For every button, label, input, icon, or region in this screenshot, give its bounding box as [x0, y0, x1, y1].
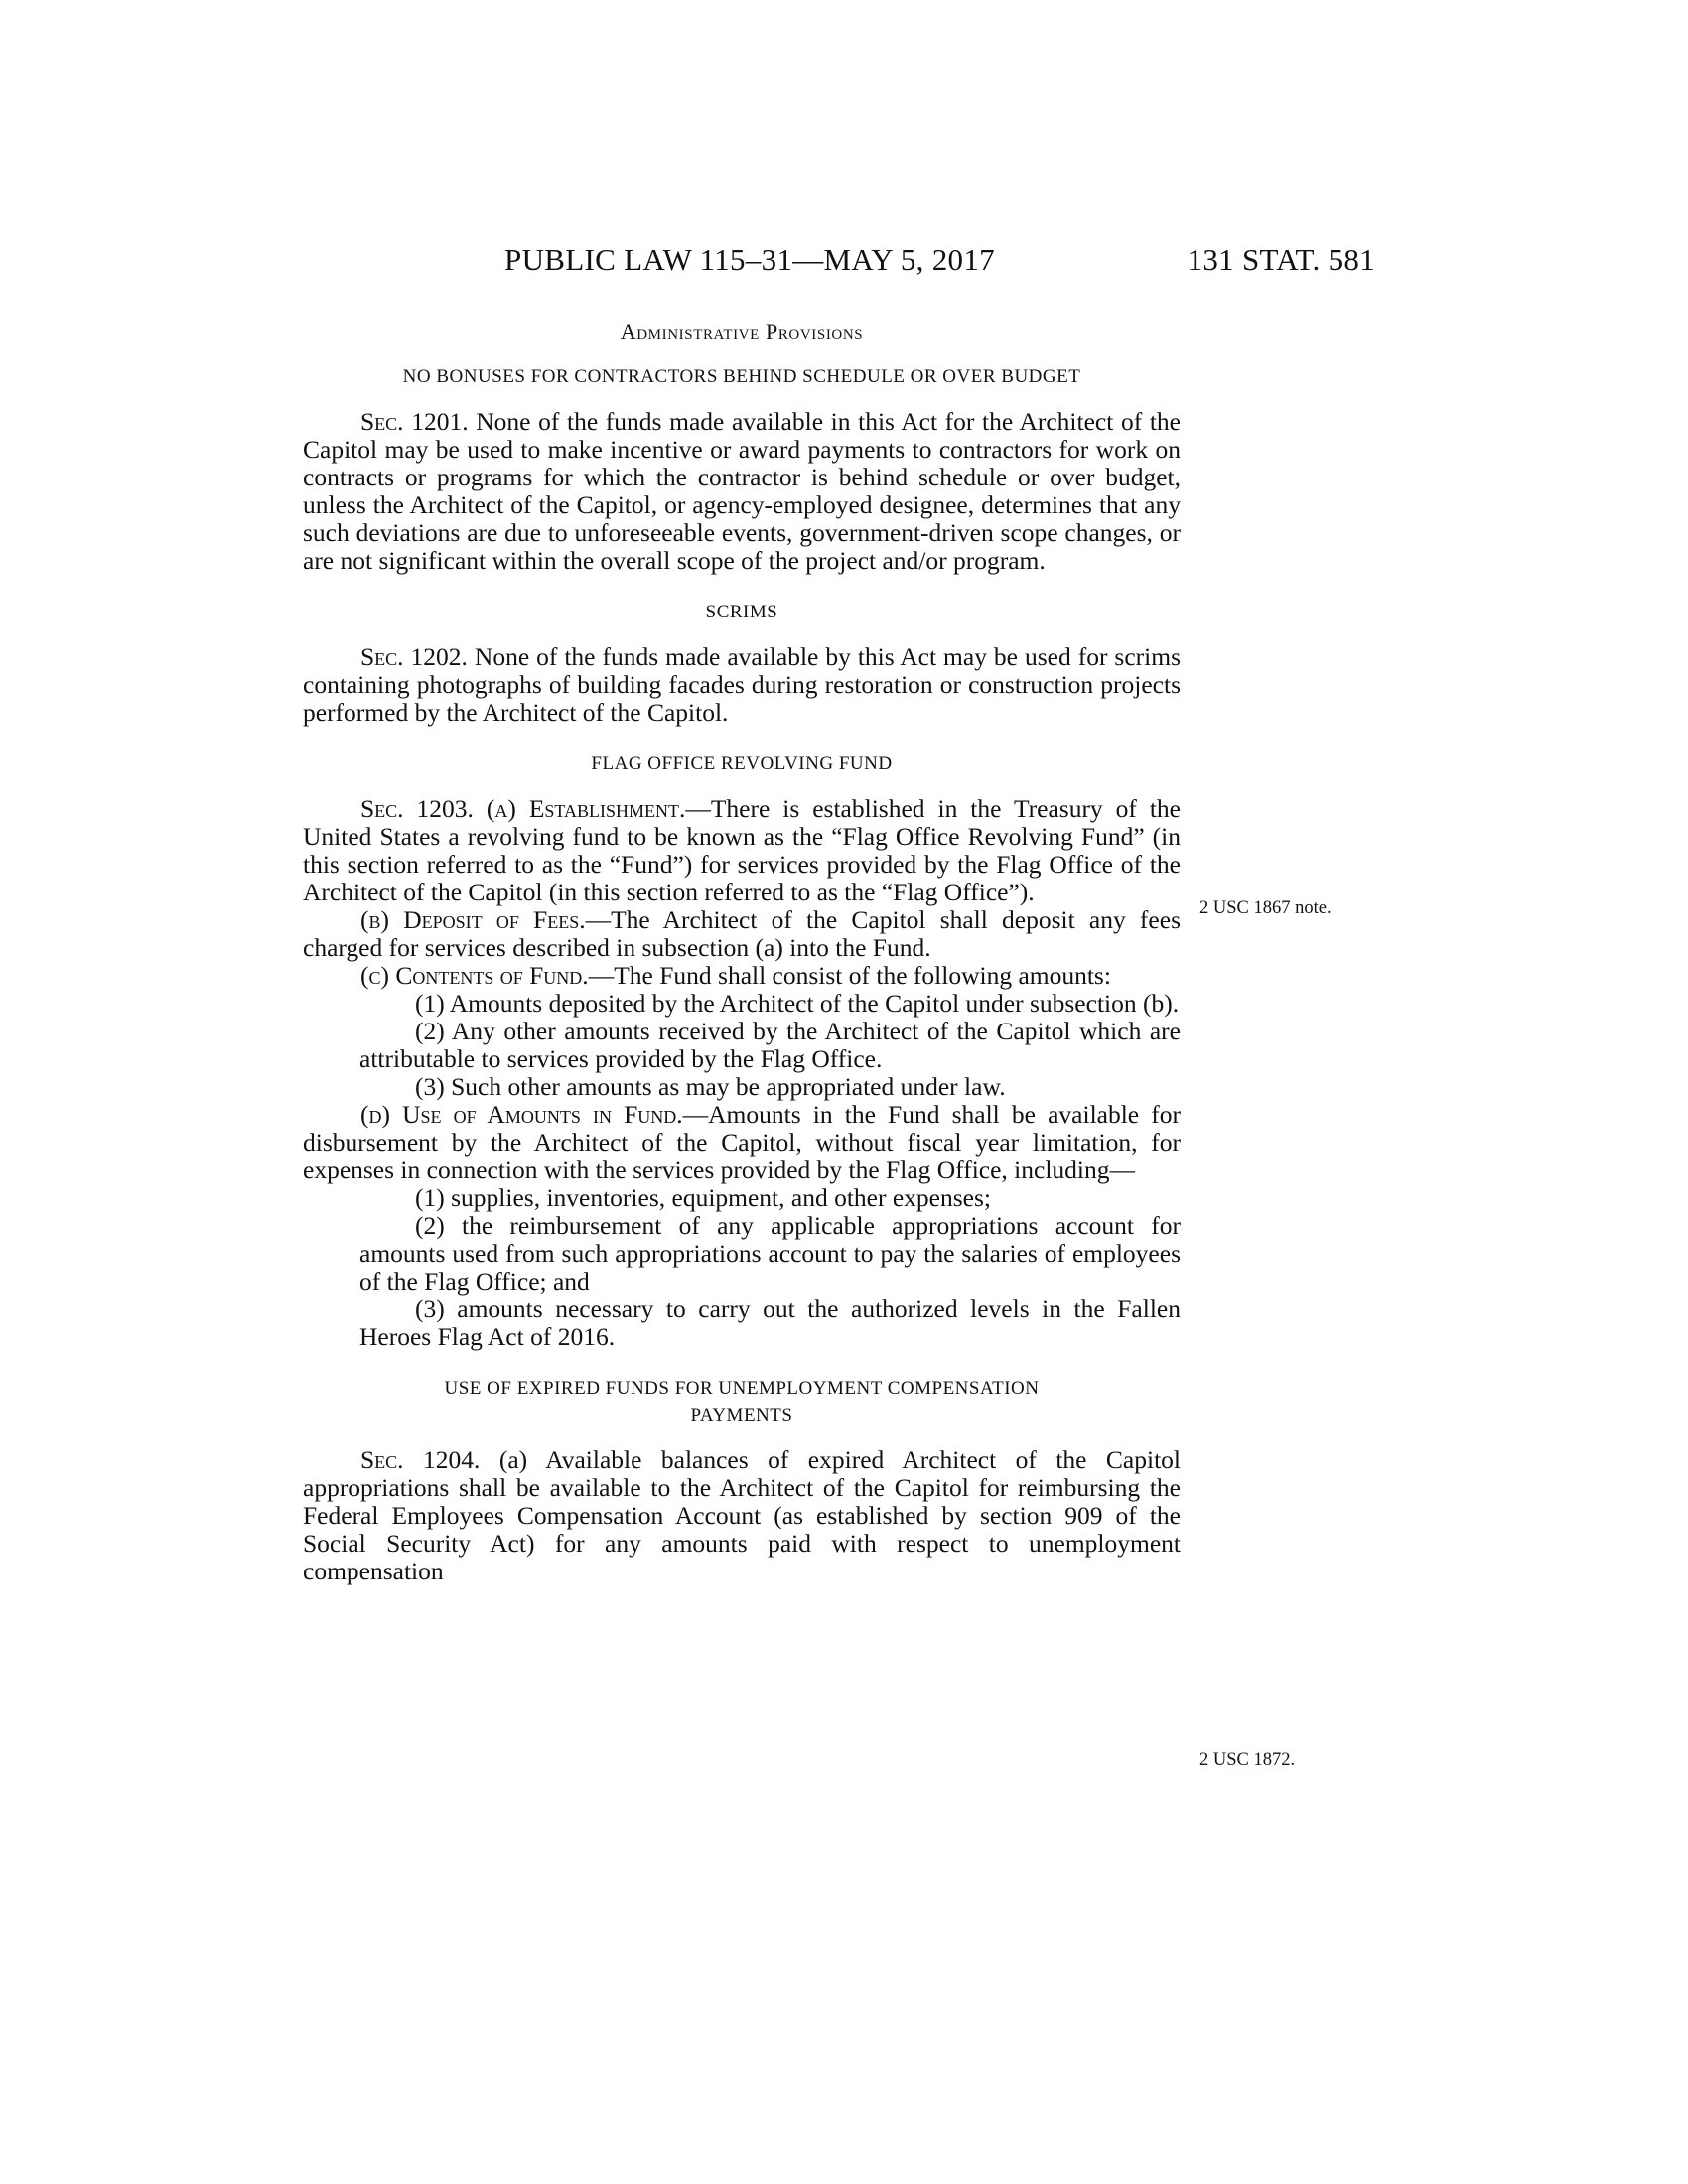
header-title: PUBLIC LAW 115–31—MAY 5, 2017 — [504, 242, 995, 277]
subsection-a-text: —There is established in the Treasury of the United States a revolving fund to be known as the “Flag Office Revolving Fund” (in this section referred to as the “Fund”) for services provided by the Flag Office of the Architect of the Capitol (in this section referred to as the “Flag Office”). — [303, 794, 1182, 906]
section-1201-paragraph — [303, 408, 1181, 575]
subsection-d-item-1: (1) supplies, inventories, equipment, and other expenses; — [415, 1183, 991, 1212]
section-1203-subsection-d — [303, 1101, 1181, 1184]
subsection-c-item-1: (1) Amounts deposited by the Architect of the Capitol under subsection (b). — [415, 989, 1180, 1018]
subsection-d-text: —Amounts in the Fund shall be available for disbursement by the Architect of the Capitol, without fiscal year limitation, for expenses in connection with the services provided by the Flag Office, including— — [303, 1100, 1181, 1184]
section-1201-text: None of the funds made available in this Act for the Architect of the Capitol may be used to make incentive or award payments to contractors for work on contracts or programs for which the contractor is behind schedule or over budget, unless the Architect of the Capitol, or agency-employed designee, determines that any such deviations are due to unforeseeable events, government-driven scope changes, or are not significant within the overall scope of the project and/or program. — [303, 407, 1182, 575]
section-1203-subsection-b — [303, 906, 1181, 962]
subsection-d-item-2: (2) the reimbursement of any applicable appropriations account for amounts used from such appropriations account to pay the salaries of employees of the Flag Office; and — [359, 1211, 1181, 1296]
subsection-c-item-2: (2) Any other amounts received by the Architect of the Capitol which are attributable to services provided by the Flag Office. — [359, 1017, 1181, 1073]
subsection-b-text: —The Architect of the Capitol shall deposit any fees charged for services described in subsection (a) into the Fund. — [303, 905, 1181, 962]
header-stat-page: 131 STAT. 581 — [1187, 242, 1375, 277]
marginal-note-1204: 2 USC 1872. — [1199, 1750, 1296, 1770]
section-1203-heading: FLAG OFFICE REVOLVING FUND — [591, 753, 893, 774]
section-1204-heading-line-1: USE OF EXPIRED FUNDS FOR UNEMPLOYMENT COMPENSATION — [444, 1378, 1040, 1399]
subsection-b-label: (b) Deposit of Fees. — [360, 905, 586, 934]
body-column — [303, 318, 1181, 1585]
section-1204-text: (a) Available balances of expired Architect of the Capitol appropriations shall be available to the Architect of the Capitol for reimbursing the Federal Employees Compensation Account (as established by section 909 of the Social Security Act) for any amounts paid with respect to unemployment compensation — [303, 1445, 1181, 1585]
subsection-d-item-3: (3) amounts necessary to carry out the authorized levels in the Fallen Heroes Flag Act of 2016. — [359, 1295, 1181, 1351]
subsection-c-item-3: (3) Such other amounts as may be appropriated under law. — [415, 1072, 1006, 1101]
running-header — [303, 242, 1375, 286]
section-1203-subsection-a — [303, 795, 1181, 906]
section-1201-label: Sec. 1201. — [360, 407, 469, 436]
section-1204-label: Sec. 1204. — [360, 1445, 481, 1474]
section-1202-heading: SCRIMS — [705, 602, 778, 622]
subsection-c-label: (c) Contents of Fund. — [360, 961, 589, 990]
section-1202-label: Sec. 1202. — [360, 642, 468, 671]
section-1204-paragraph — [303, 1446, 1181, 1585]
section-1204-heading-line-2: PAYMENTS — [690, 1405, 793, 1426]
administrative-provisions-heading: Administrative Provisions — [620, 319, 864, 343]
section-1203-label: Sec. 1203. — [360, 794, 474, 823]
section-1201-heading: NO BONUSES FOR CONTRACTORS BEHIND SCHEDULE OR OVER BUDGET — [402, 366, 1081, 387]
subsection-d-label: (d) Use of Amounts in Fund. — [360, 1100, 683, 1129]
marginal-note-1203: 2 USC 1867 note. — [1199, 898, 1332, 918]
section-1202-text: None of the funds made available by this Act may be used for scrims containing photographs of building facades during restoration or construction projects performed by the Architect of the Capitol. — [303, 642, 1181, 727]
subsection-c-text: —The Fund shall consist of the following amounts: — [588, 961, 1111, 990]
section-1202-paragraph — [303, 643, 1181, 727]
section-1203-subsection-c — [303, 962, 1181, 990]
subsection-a-label: (a) Establishment. — [473, 794, 686, 823]
